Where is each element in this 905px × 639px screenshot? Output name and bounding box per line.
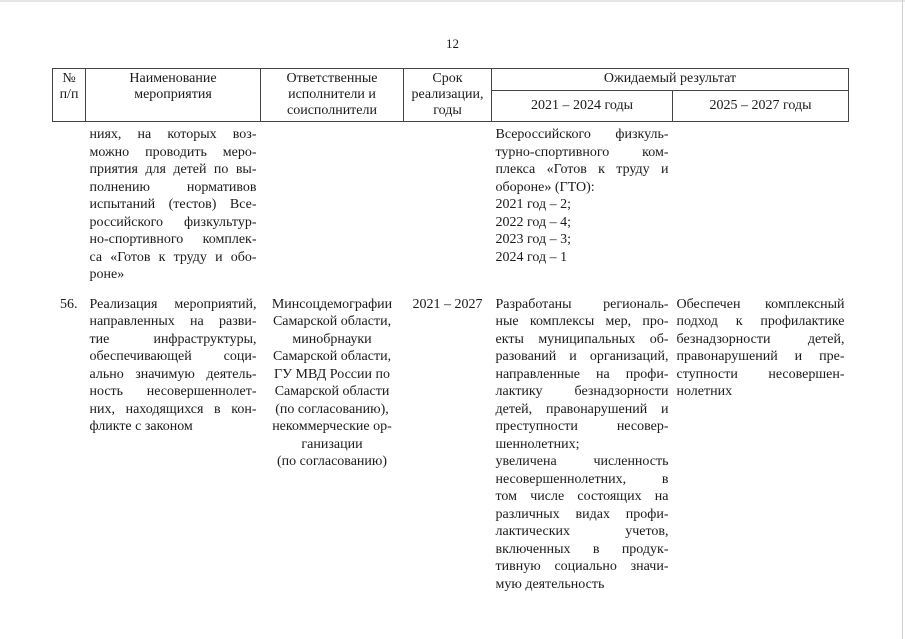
text-line: Всероссийского физкуль- [495,127,669,142]
text-line: мую деятельность [495,576,605,592]
text-line: приятия для детей по вы- [89,162,257,177]
text-line: направленных на разви- [89,314,257,329]
cell-num: 56. [60,296,78,312]
table-row-continuation [53,122,849,294]
text-line: ганизации [301,436,363,452]
text-line: 2024 год – 1 [495,249,568,265]
table-header-row [53,69,849,91]
text-line: тивную социально значи- [495,559,669,574]
text-line: са «Готов к труду и обо- [89,249,257,265]
header-term: Срок реализации, годы [404,69,492,122]
text-line: 2021 год – 2; [495,197,572,212]
text-line: роне» [89,267,125,282]
header-period-2021-2024: 2021 – 2024 годы [492,91,673,122]
cell-name [86,294,261,594]
cell-term: 2021 – 2027 [412,296,483,312]
text-line: испытаний (тестов) Все- [89,197,257,212]
text-line: преступности несовер- [495,419,669,434]
text-line: плекса «Готов к труду и [495,162,669,177]
text-line: фликте с законом [89,419,193,434]
text-line: увеличена численность [495,454,669,469]
text-line: но-спортивного комплек- [89,232,257,247]
text-line: ально значимую деятель- [89,366,257,382]
text-line: обеспечивающей соци- [89,349,257,364]
cell-result-2021-2024 [492,122,673,294]
text-line: ность несовершеннолет- [89,384,257,399]
text-line: шеннолетних; [495,436,580,452]
text-line: нолетних [676,384,733,399]
text-line: Самарской области [274,384,390,399]
text-line: 2022 год – 4; [495,214,572,230]
text-line: правонарушений и пре- [676,349,845,364]
text-line: екты муниципальных об- [495,331,669,347]
text-line: Самарской области, [272,349,392,364]
cell-term [404,122,492,294]
text-line: российского физкультур- [89,214,257,230]
text-line: Обеспечен комплексный [676,296,845,312]
text-line: 2023 год – 3; [495,232,572,247]
header-num: № п/п [53,69,86,122]
text-line: ные комплексы мер, про- [495,314,669,329]
text-line: лактику безнадзорности [495,384,669,399]
text-line: некоммерческие ор- [272,419,392,434]
text-line: том числе состоящих на [495,489,669,504]
text-line: Разработаны региональ- [495,296,669,312]
cell-result-2025-2027 [673,294,849,594]
header-expected-result: Ожидаемый результат [492,69,849,91]
text-line: разований и организаций, [495,349,669,364]
cell-responsible [261,294,404,594]
text-line: ГУ МВД России по [274,366,390,382]
table-row-56 [53,294,849,594]
text-line: включенных в продук- [495,541,669,557]
text-line: подход к профилактике [676,314,845,329]
header-name: Наименование мероприятия [86,69,261,122]
header-responsible: Ответственные исполнители и соисполнители [261,69,404,122]
cell-result-2025-2027 [673,122,849,294]
header-period-2025-2027: 2025 – 2027 годы [673,91,849,122]
text-line: полнению нормативов [89,179,257,195]
text-line: Самарской области, [272,314,392,329]
text-line: безнадзорности детей, [676,331,845,347]
cell-responsible [261,122,404,294]
text-line: ниях, на которых воз- [89,127,257,142]
text-line: обороне» (ГТО): [495,179,595,195]
cell-result-2021-2024 [492,294,673,594]
page-number: 12 [446,36,459,51]
cell-name [86,122,261,294]
text-line: детей, правонарушений и [495,401,669,417]
text-line: (по согласованию), [275,401,389,417]
text-line: можно проводить меро- [89,144,257,160]
text-line: них, находящихся в кон- [89,401,257,417]
text-line: лактических учетов, [495,524,669,539]
cell-num [53,122,86,294]
text-line: минобрнауки [292,331,372,347]
text-line: различных видах профи- [495,506,669,522]
text-line: несовершеннолетних, в [495,471,669,487]
text-line: (по согласованию) [276,454,388,469]
page-right-edge [902,0,903,639]
text-line: ступности несовершен- [676,366,845,382]
measures-table [52,68,849,593]
text-line: Минсоцдемографии [271,296,393,312]
text-line: Реализация мероприятий, [89,296,257,312]
text-line: турно-спортивного ком- [495,144,669,160]
text-line: тие инфраструктуры, [89,331,257,347]
page-top-edge [0,0,905,2]
text-line: направленные на профи- [495,366,669,382]
